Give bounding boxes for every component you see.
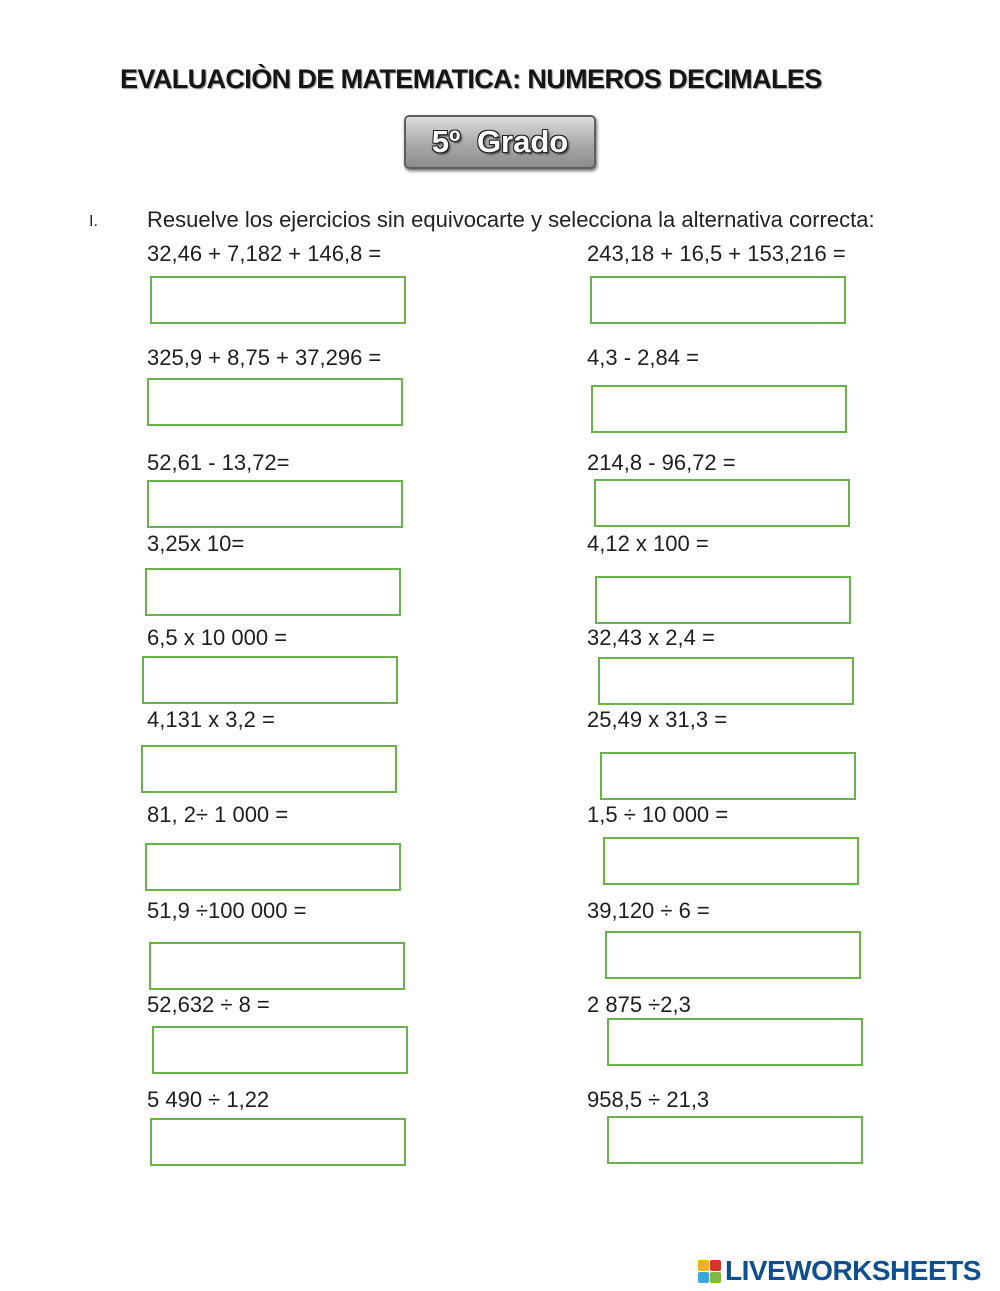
liveworksheets-watermark bbox=[698, 1255, 981, 1287]
section-numeral: I. bbox=[89, 213, 98, 230]
answer-input[interactable] bbox=[141, 745, 397, 793]
answer-input[interactable] bbox=[594, 479, 850, 527]
exercise-label: 958,5 ÷ 21,3 bbox=[587, 1087, 710, 1112]
answer-input[interactable] bbox=[605, 931, 861, 979]
answer-input[interactable] bbox=[150, 1118, 406, 1166]
answer-input[interactable] bbox=[591, 385, 847, 433]
exercise-label: 4,131 x 3,2 = bbox=[147, 707, 275, 732]
exercise-label: 4,3 - 2,84 = bbox=[587, 345, 699, 370]
grade-badge bbox=[404, 115, 596, 169]
exercise-label: 325,9 + 8,75 + 37,296 = bbox=[147, 345, 382, 370]
instruction-text: Resuelve los ejercicios sin equivocarte y selecciona la alternativa correcta: bbox=[147, 207, 875, 232]
watermark-text: LIVEWORKSHEETS bbox=[725, 1255, 981, 1286]
exercise-label: 4,12 x 100 = bbox=[587, 531, 709, 556]
exercise-label: 81, 2÷ 1 000 = bbox=[147, 802, 289, 827]
answer-input[interactable] bbox=[607, 1018, 863, 1066]
logo-square bbox=[698, 1272, 709, 1283]
answer-input[interactable] bbox=[152, 1026, 408, 1074]
exercise-label: 52,61 - 13,72= bbox=[147, 450, 290, 475]
answer-input[interactable] bbox=[149, 942, 405, 990]
exercise-label: 52,632 ÷ 8 = bbox=[147, 992, 270, 1017]
exercise-label: 25,49 x 31,3 = bbox=[587, 707, 728, 732]
exercise-label: 32,46 + 7,182 + 146,8 = bbox=[147, 241, 382, 266]
exercise-label: 3,25x 10= bbox=[147, 531, 245, 556]
answer-input[interactable] bbox=[147, 480, 403, 528]
answer-input[interactable] bbox=[603, 837, 859, 885]
answer-input[interactable] bbox=[150, 276, 406, 324]
answer-input[interactable] bbox=[145, 568, 401, 616]
answer-input[interactable] bbox=[607, 1116, 863, 1164]
exercise-label: 39,120 ÷ 6 = bbox=[587, 898, 710, 923]
exercise-label: 6,5 x 10 000 = bbox=[147, 625, 288, 650]
answer-input[interactable] bbox=[595, 576, 851, 624]
exercise-label: 51,9 ÷100 000 = bbox=[147, 898, 307, 923]
answer-input[interactable] bbox=[145, 843, 401, 891]
answer-input[interactable] bbox=[147, 378, 403, 426]
exercise-label: 243,18 + 16,5 + 153,216 = bbox=[587, 241, 846, 266]
logo-square bbox=[710, 1272, 721, 1283]
exercise-label: 1,5 ÷ 10 000 = bbox=[587, 802, 729, 827]
exercise-label: 214,8 - 96,72 = bbox=[587, 450, 736, 475]
answer-input[interactable] bbox=[598, 657, 854, 705]
answer-input[interactable] bbox=[590, 276, 846, 324]
answer-input[interactable] bbox=[142, 656, 398, 704]
logo-square bbox=[698, 1260, 709, 1271]
page-title: EVALUACIÒN DE MATEMATICA: NUMEROS DECIMALES bbox=[120, 64, 822, 94]
exercise-label: 32,43 x 2,4 = bbox=[587, 625, 715, 650]
liveworksheets-logo-icon bbox=[698, 1260, 721, 1283]
exercise-label: 5 490 ÷ 1,22 bbox=[147, 1087, 270, 1112]
logo-square bbox=[710, 1260, 721, 1271]
exercise-label: 2 875 ÷2,3 bbox=[587, 992, 691, 1017]
grade-label: 5º Grado bbox=[431, 124, 569, 159]
answer-input[interactable] bbox=[600, 752, 856, 800]
